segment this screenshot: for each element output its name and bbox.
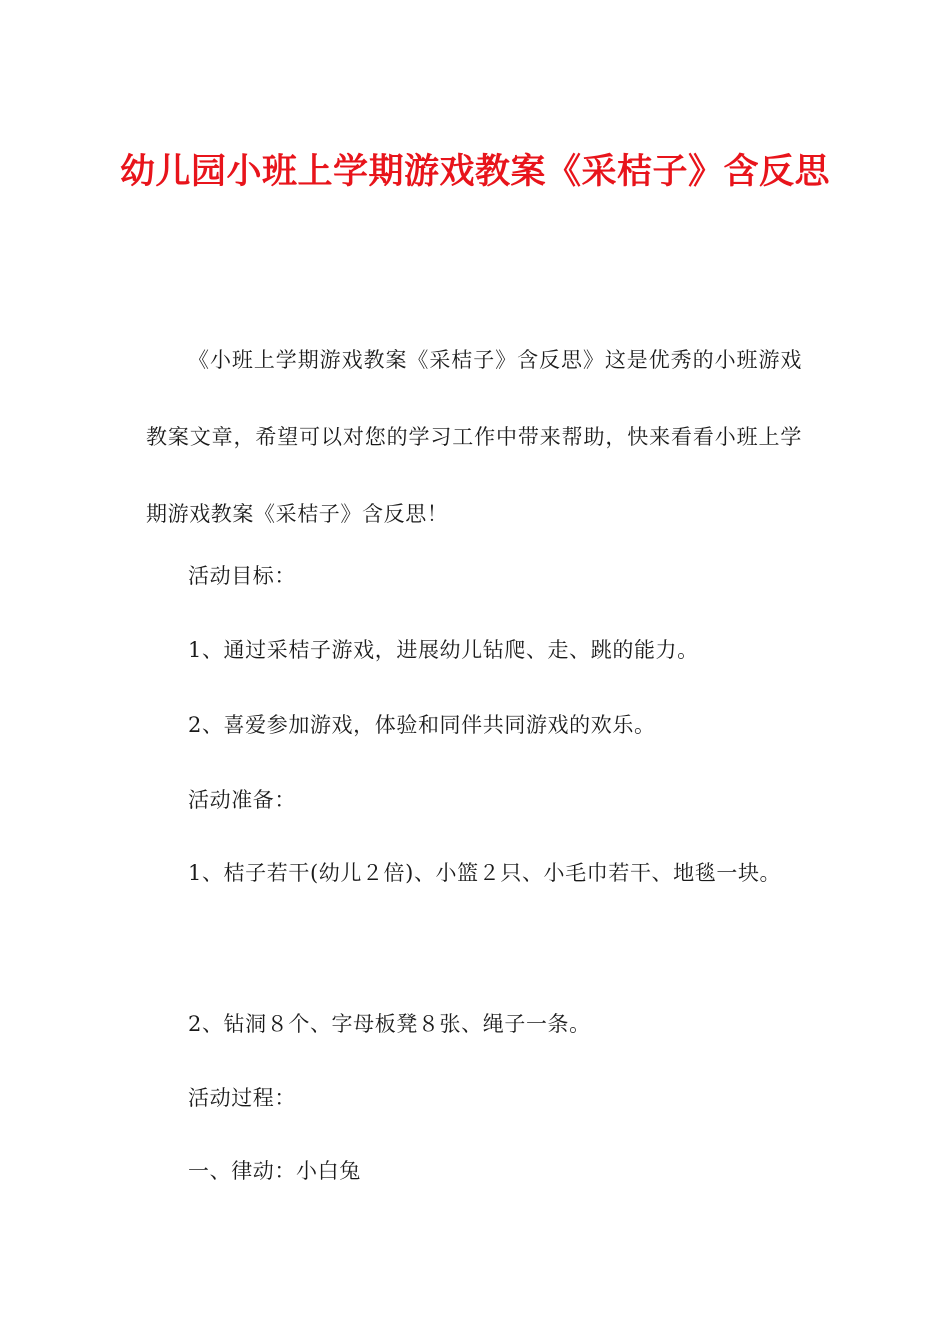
preparation-item-2: 2、钻洞８个、字母板凳８张、绳子一条。 bbox=[188, 1012, 591, 1036]
goal-item-2: 2、喜爱参加游戏，体验和同伴共同游戏的欢乐。 bbox=[188, 713, 656, 737]
section-heading-goals: 活动目标： bbox=[188, 564, 296, 588]
intro-paragraph: 《小班上学期游戏教案《采桔子》含反思》这是优秀的小班游戏教案文章，希望可以对您的学习工作中带来帮助，快来看看小班上学期游戏教案《采桔子》含反思！ bbox=[146, 348, 802, 526]
process-step-1: 一、律动：小白兔 bbox=[188, 1159, 361, 1183]
preparation-item-1: 1、桔子若干(幼儿２倍)、小篮２只、小毛巾若干、地毯一块。 bbox=[188, 861, 782, 885]
goal-item-1: 1、通过采桔子游戏，进展幼儿钻爬、走、跳的能力。 bbox=[188, 638, 699, 662]
section-heading-process: 活动过程： bbox=[188, 1086, 296, 1110]
document-title: 幼儿园小班上学期游戏教案《采桔子》含反思 bbox=[120, 152, 831, 192]
section-heading-preparation: 活动准备： bbox=[188, 788, 296, 812]
